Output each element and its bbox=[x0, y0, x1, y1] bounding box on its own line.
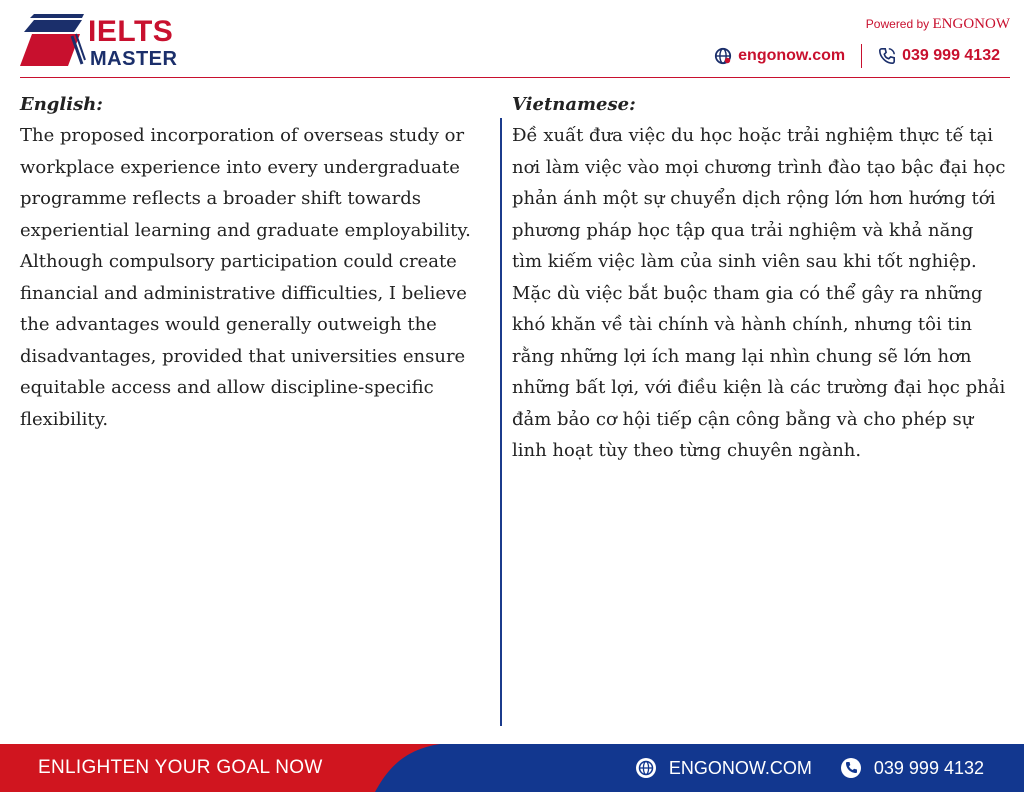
page-header bbox=[0, 0, 1024, 80]
logo-book-icon bbox=[18, 14, 86, 68]
header-phone[interactable] bbox=[878, 47, 1000, 65]
globe-icon bbox=[635, 757, 657, 779]
column-divider bbox=[500, 118, 502, 726]
ielts-master-logo[interactable] bbox=[18, 14, 188, 70]
english-paragraph: The proposed incorporation of overseas study or workplace experience into every undergraduate programme reflects a broader shift towards experiential learning and graduate employability. Although compulsory participation could create financial and administrative difficulties, I believe the advantages would generally outweigh the disadvantages, provided that universities ensure equitable access and allow discipline-specific flexibility. bbox=[20, 125, 471, 430]
logo-master-text: MASTER bbox=[90, 48, 178, 70]
english-heading: English: bbox=[20, 94, 103, 115]
vietnamese-paragraph: Đề xuất đưa việc du học hoặc trải nghiệm thực tế tại nơi làm việc vào mọi chương trình đào tạo bậc đại học phản ánh một sự chuyển dịch rộng lớn hơn hướng tới phương pháp học tập qua trải nghiệm và khả năng tìm kiếm việc làm của sinh viên sau khi tốt nghiệp. Mặc dù việc bắt buộc tham gia có thể gây ra những khó khăn về tài chính và hành chính, nhưng tôi tin rằng những lợi ích mang lại nhìn chung sẽ lớn hơn những bất lợi, với điều kiện là các trường đại học phải đảm bảo cơ hội tiếp cận công bằng và cho phép sự linh hoạt tùy theo từng chuyên ngành. bbox=[512, 125, 1006, 461]
globe-icon bbox=[714, 47, 732, 65]
footer-phone-text: 039 999 4132 bbox=[873, 757, 984, 778]
phone-icon bbox=[878, 47, 896, 65]
header-website[interactable] bbox=[714, 47, 845, 65]
engonow-brand[interactable]: ENGONOW bbox=[932, 16, 1010, 32]
vietnamese-heading: Vietnamese: bbox=[512, 94, 636, 115]
logo-ielts-text: IELTS bbox=[88, 15, 174, 48]
english-column bbox=[20, 90, 492, 435]
page-footer bbox=[0, 744, 1024, 792]
footer-website[interactable] bbox=[635, 757, 812, 779]
phone-icon bbox=[840, 757, 862, 779]
header-phone-text: 039 999 4132 bbox=[902, 47, 1000, 64]
vietnamese-column bbox=[512, 90, 1007, 467]
header-website-text: engonow.com bbox=[738, 47, 846, 64]
contact-divider bbox=[861, 44, 862, 68]
footer-phone[interactable] bbox=[840, 757, 984, 779]
powered-by-label: Powered by bbox=[865, 17, 930, 31]
powered-by bbox=[866, 16, 1010, 33]
footer-slogan: ENLIGHTEN YOUR GOAL NOW bbox=[38, 757, 323, 778]
footer-contact bbox=[635, 744, 984, 792]
header-contact bbox=[714, 44, 1000, 68]
header-divider-line bbox=[20, 77, 1010, 78]
footer-website-text: ENGONOW.COM bbox=[668, 757, 812, 778]
